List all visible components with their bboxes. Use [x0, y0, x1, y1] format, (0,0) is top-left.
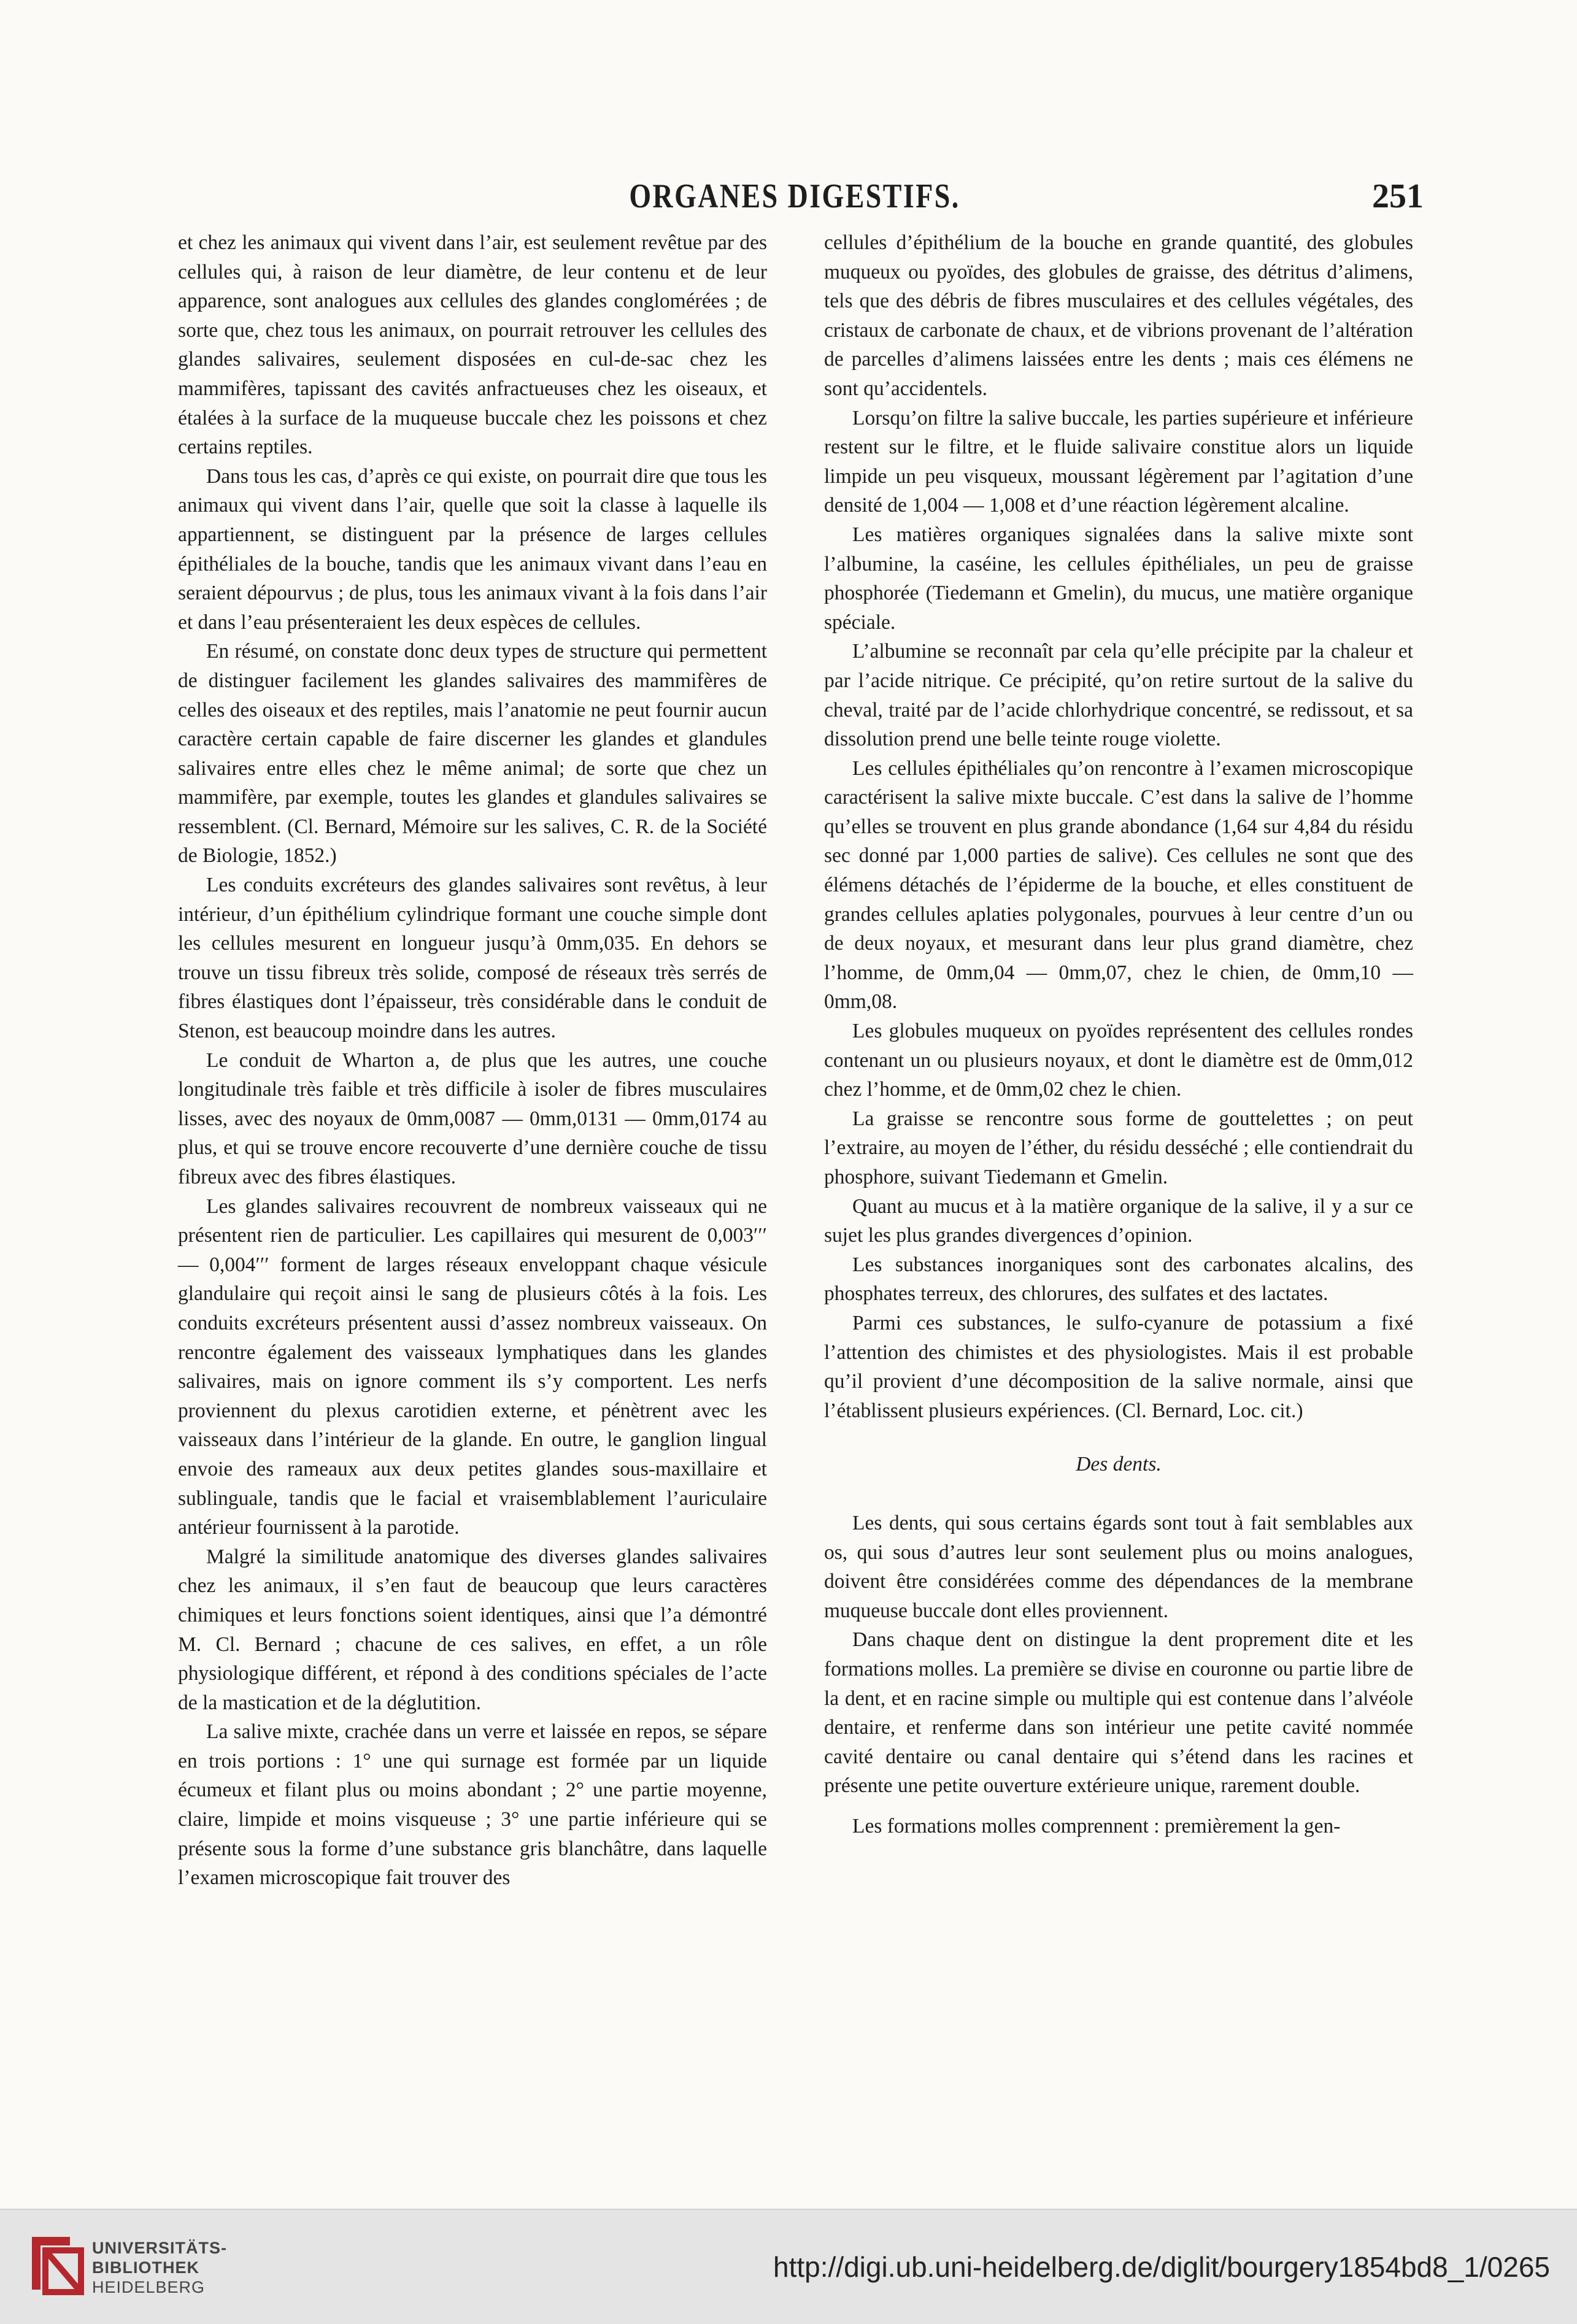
library-name-line: UNIVERSITÄTS- — [92, 2239, 228, 2257]
viewer-footer — [0, 2209, 1577, 2324]
section-heading: Des dents. — [1076, 1453, 1162, 1476]
library-name[interactable] — [92, 2238, 227, 2297]
paragraph: Parmi ces substances, le sulfo-cyanure de potassium a fixé l’attention des chimistes et des physiologistes. Mais il est probable qu’il provient d’une décomposition de la salive normale, ainsi que l’établissent plusieurs expériences. (Cl. Bernard, Loc. cit.) — [824, 1311, 1413, 1422]
left-column — [178, 228, 767, 1893]
permalink-url[interactable]: http://digi.ub.uni-heidelberg.de/diglit/bourgery1854bd8_1/0265 — [773, 2251, 1550, 2283]
running-header — [166, 177, 1424, 220]
paragraph: et chez les animaux qui vivent dans l’air, est seulement revêtue par des cellules qui, à raison de leur diamètre, de leur contenu et de leur apparence, sont analogues aux cellules des glandes conglomérées ; de sorte que, chez tous les animaux, on pourrait retrouver les cellules des glandes salivaires, seulement disposées en cul-de-sac chez les mammifères, tapissant des cavités anfractueuses chez les oiseaux, et étalées à la surface de la muqueuse buccale chez les poissons et chez certains reptiles. — [178, 231, 767, 459]
paragraph: Malgré la similitude anatomique des diverses glandes salivaires chez les animaux, il s’en faut de beaucoup que leurs caractères chimiques et leurs fonctions soient identiques, ainsi que l’a démontré M. Cl. Bernard ; chacune de ces salives, en effet, a un rôle physiologique différent, et répond à des conditions spéciales de l’acte de la mastication et de la déglutition. — [178, 1545, 767, 1714]
paragraph: Lorsqu’on filtre la salive buccale, les parties supérieure et inférieure restent sur le filtre, et le fluide salivaire constitue alors un liquide limpide un peu visqueux, moussant légèrement par l’agitation d’une densité de 1,004 — 1,008 et d’une réaction légèrement alcaline. — [824, 406, 1413, 517]
paragraph: Les dents, qui sous certains égards sont tout à fait semblables aux os, qui sous d’autres leur sont seulement plus ou moins analogues, doivent être considérées comme des dépendances de la membrane muqueuse buccale dont elles proviennent. — [824, 1511, 1413, 1622]
paragraph: La salive mixte, crachée dans un verre et laissée en repos, se sépare en trois portions : 1° une qui surnage est formée par un liquide écumeux et filant plus ou moins abondant ; 2° une partie moyenne, claire, limpide et moins visqueuse ; 3° une partie inférieure qui se présente sous la forme d’une substance gris blanchâtre, dans laquelle l’examen microscopique fait trouver des — [178, 1720, 767, 1890]
page-title: ORGANES DIGESTIFS. — [629, 177, 960, 215]
paragraph: Les matières organiques signalées dans la salive mixte sont l’albumine, la caséine, les cellules épithéliales, un peu de graisse phosphorée (Tiedemann et Gmelin), du mucus, une matière organique spéciale. — [824, 523, 1413, 634]
paragraph: cellules d’épithélium de la bouche en grande quantité, des globules muqueux ou pyoïdes, des globules de graisse, des détritus d’alimens, tels que des débris de fibres musculaires et des cellules végétales, des cristaux de carbonate de chaux, et de vibrions provenant de l’altération de parcelles d’alimens laissées entre les dents ; mais ces élémens ne sont qu’accidentels. — [824, 231, 1413, 400]
paragraph: Les conduits excréteurs des glandes salivaires sont revêtus, à leur intérieur, d’un épithélium cylindrique formant une couche simple dont les cellules mesurent en longueur jusqu’à 0mm,035. En dehors se trouve un tissu fibreux très solide, composé de réseaux très serrés de fibres élastiques dont l’épaisseur, très considérable dans le conduit de Stenon, est beaucoup moindre dans les autres. — [178, 874, 767, 1043]
library-logo-icon[interactable] — [27, 2231, 86, 2298]
paragraph: En résumé, on constate donc deux types de structure qui permettent de distinguer facilement les glandes salivaires des mammifères de celles des oiseaux et des reptiles, mais l’anatomie ne peut fournir aucun caractère certain capable de faire discerner les glandes et glandules salivaires entre elles chez le même animal; de sorte que chez un mammifère, par exemple, toutes les glandes et glandules salivaires se ressemblent. (Cl. Bernard, Mémoire sur les salives, C. R. de la Société de Biologie, 1852.) — [178, 640, 768, 868]
library-name-line: BIBLIOTHEK — [92, 2258, 199, 2277]
paragraph: Les formations molles comprennent : premièrement la gen- — [852, 1814, 1341, 1837]
paragraph: Le conduit de Wharton a, de plus que les autres, une couche longitudinale très faible et très difficile à isoler de fibres musculaires lisses, avec des noyaux de 0mm,0087 — 0mm,0131 — 0mm,0174 au plus, et qui se trouve encore recouverte d’une dernière couche de tissu fibreux avec des fibres élastiques. — [178, 1048, 767, 1188]
paragraph: Les glandes salivaires recouvrent de nombreux vaisseaux qui ne présentent rien de particulier. Les capillaires qui mesurent de 0,003′′′ — 0,004′′′ forment de larges réseaux enveloppant chaque vésicule glandulaire qui reçoit ainsi le sang de plusieurs côtés à la fois. Les conduits excréteurs présentent aussi d’assez nombreux vaisseaux. On rencontre également des vaisseaux lymphatiques dans les glandes salivaires, mais on ignore comment ils s’y comportent. Les nerfs proviennent du plexus carotidien externe, et pénètrent avec les vaisseaux dans l’intérieur de la glande. En outre, le ganglion lingual envoie des rameaux aux deux petites glandes sous-maxillaire et sublinguale, tandis que le facial et vraisemblablement l’auriculaire antérieur fournissent à la parotide. — [178, 1195, 767, 1539]
paragraph: L’albumine se reconnaît par cela qu’elle précipite par la chaleur et par l’acide nitrique. Ce précipité, qu’on retire surtout de la salive du cheval, traité par de l’acide chlorhydrique concentré, se redissout, et sa dissolution prend une belle teinte rouge violette. — [824, 640, 1413, 751]
paragraph: Dans tous les cas, d’après ce qui existe, on pourrait dire que tous les animaux qui vivent dans l’air, quelle que soit la classe à laquelle ils appartiennent, se distinguent par la présence de larges cellules épithéliales de la bouche, tandis que les animaux vivant dans l’eau en seraient dépourvus ; de plus, tous les animaux vivant à la fois dans l’air et dans l’eau présenteraient les deux espèces de cellules. — [178, 464, 767, 634]
paragraph: Dans chaque dent on distingue la dent proprement dite et les formations molles. La première se divise en couronne ou partie libre de la dent, et en racine simple ou multiple qui est contenue dans l’alvéole dentaire, et renferme dans son intérieur une petite cavité nommée cavité dentaire ou canal dentaire qui s’étend dans les racines et présente une petite ouverture extérieure unique, rarement double. — [824, 1628, 1413, 1798]
library-name-line: HEIDELBERG — [92, 2278, 206, 2296]
paragraph: Les cellules épithéliales qu’on rencontre à l’examen microscopique caractérisent la salive mixte buccale. C’est dans la salive de l’homme qu’elles se trouvent en plus grande abondance (1,64 sur 4,84 du résidu sec donné par 1,000 parties de salive). Ces cellules ne sont que des élémens détachés de l’épiderme de la bouche, et elles constituent de grandes cellules aplaties polygonales, pourvues à leur centre d’un ou de deux noyaux, et mesurant dans leur plus grand diamètre, chez l’homme, de 0mm,04 — 0mm,07, chez le chien, de 0mm,10 — 0mm,08. — [824, 756, 1413, 1014]
right-column — [824, 228, 1413, 1841]
paragraph: Quant au mucus et à la matière organique de la salive, il y a sur ce sujet les plus grandes divergences d’opinion. — [824, 1195, 1413, 1247]
paragraph: La graisse se rencontre sous forme de gouttelettes ; on peut l’extraire, au moyen de l’éther, du résidu desséché ; elle contiendrait du phosphore, suivant Tiedemann et Gmelin. — [824, 1107, 1413, 1188]
paragraph: Les globules muqueux on pyoïdes représentent des cellules rondes contenant un ou plusieurs noyaux, et dont le diamètre est de 0mm,012 chez l’homme, et de 0mm,02 chez le chien. — [824, 1020, 1413, 1101]
page-number: 251 — [1372, 177, 1424, 215]
paragraph: Les substances inorganiques sont des carbonates alcalins, des phosphates terreux, des chlorures, des sulfates et des lactates. — [824, 1253, 1413, 1306]
